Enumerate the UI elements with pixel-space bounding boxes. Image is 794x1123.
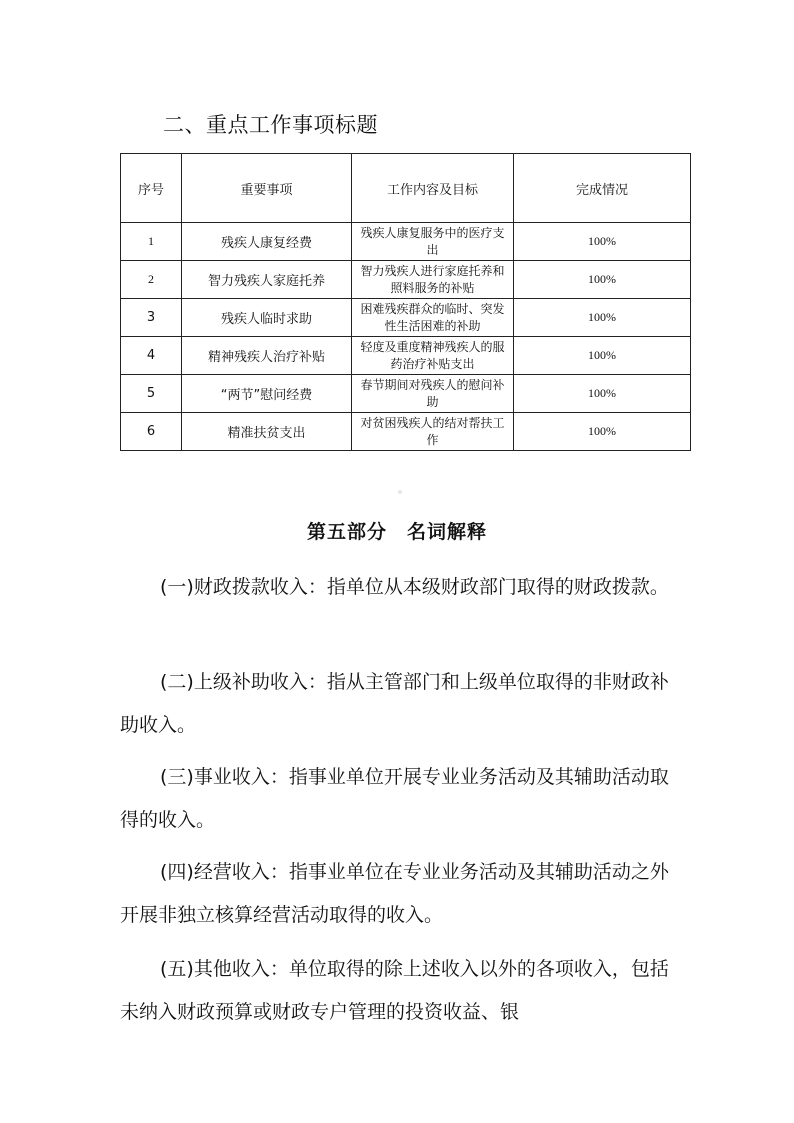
header-no: 序号: [121, 154, 182, 223]
definition-paragraph: (四)经营收入：指事业单位在专业业务活动及其辅助活动之外开展非独立核算经营活动取得的收入。: [120, 861, 669, 926]
scan-dot: [398, 490, 402, 494]
header-content: 工作内容及目标: [352, 154, 514, 223]
table-row: [121, 261, 691, 299]
definition-paragraph: (五)其他收入：单位取得的除上述收入以外的各项收入，包括未纳入财政预算或财政专户管理的投资收益、银: [120, 958, 669, 1023]
row-item: 精神残疾人治疗补贴: [182, 337, 352, 375]
row-no: 4: [121, 337, 182, 375]
row-item: 残疾人临时求助: [182, 299, 352, 337]
row-content: 残疾人康复服务中的医疗支出: [352, 223, 514, 261]
key-work-table: [120, 153, 691, 451]
table-row: [121, 337, 691, 375]
table-header-row: [121, 154, 691, 223]
part-title: 第五部分 名词解释: [306, 521, 487, 543]
table-row: [121, 375, 691, 413]
row-status: 100%: [514, 223, 691, 261]
row-status: 100%: [514, 337, 691, 375]
row-content: 智力残疾人进行家庭托养和照料服务的补贴: [352, 261, 514, 299]
row-content: 对贫困残疾人的结对帮扶工作: [352, 413, 514, 451]
row-content: 困难残疾群众的临时、突发性生活困难的补助: [352, 299, 514, 337]
row-item: 精准扶贫支出: [182, 413, 352, 451]
header-item: 重要事项: [182, 154, 352, 223]
row-content: 春节期间对残疾人的慰问补助: [352, 375, 514, 413]
row-status: 100%: [514, 261, 691, 299]
row-item: 智力残疾人家庭托养: [182, 261, 352, 299]
row-item: “两节”慰问经费: [182, 375, 352, 413]
definition-paragraph: (二)上级补助收入：指从主管部门和上级单位取得的非财政补助收入。: [120, 671, 669, 736]
table-row: [121, 413, 691, 451]
section-heading: 二、重点工作事项标题: [163, 113, 378, 137]
row-no: 6: [121, 413, 182, 451]
row-item: 残疾人康复经费: [182, 223, 352, 261]
header-status: 完成情况: [514, 154, 691, 223]
row-no: 2: [121, 261, 182, 299]
row-no: 1: [121, 223, 182, 261]
row-status: 100%: [514, 413, 691, 451]
definition-paragraph: (三)事业收入：指事业单位开展专业业务活动及其辅助活动取得的收入。: [120, 766, 669, 831]
row-content: 轻度及重度精神残疾人的服药治疗补贴支出: [352, 337, 514, 375]
row-no: 3: [121, 299, 182, 337]
row-status: 100%: [514, 299, 691, 337]
table-row: [121, 299, 691, 337]
row-status: 100%: [514, 375, 691, 413]
table-row: [121, 223, 691, 261]
row-no: 5: [121, 375, 182, 413]
definition-paragraph: (一)财政拨款收入：指单位从本级财政部门取得的财政拨款。: [160, 576, 669, 598]
